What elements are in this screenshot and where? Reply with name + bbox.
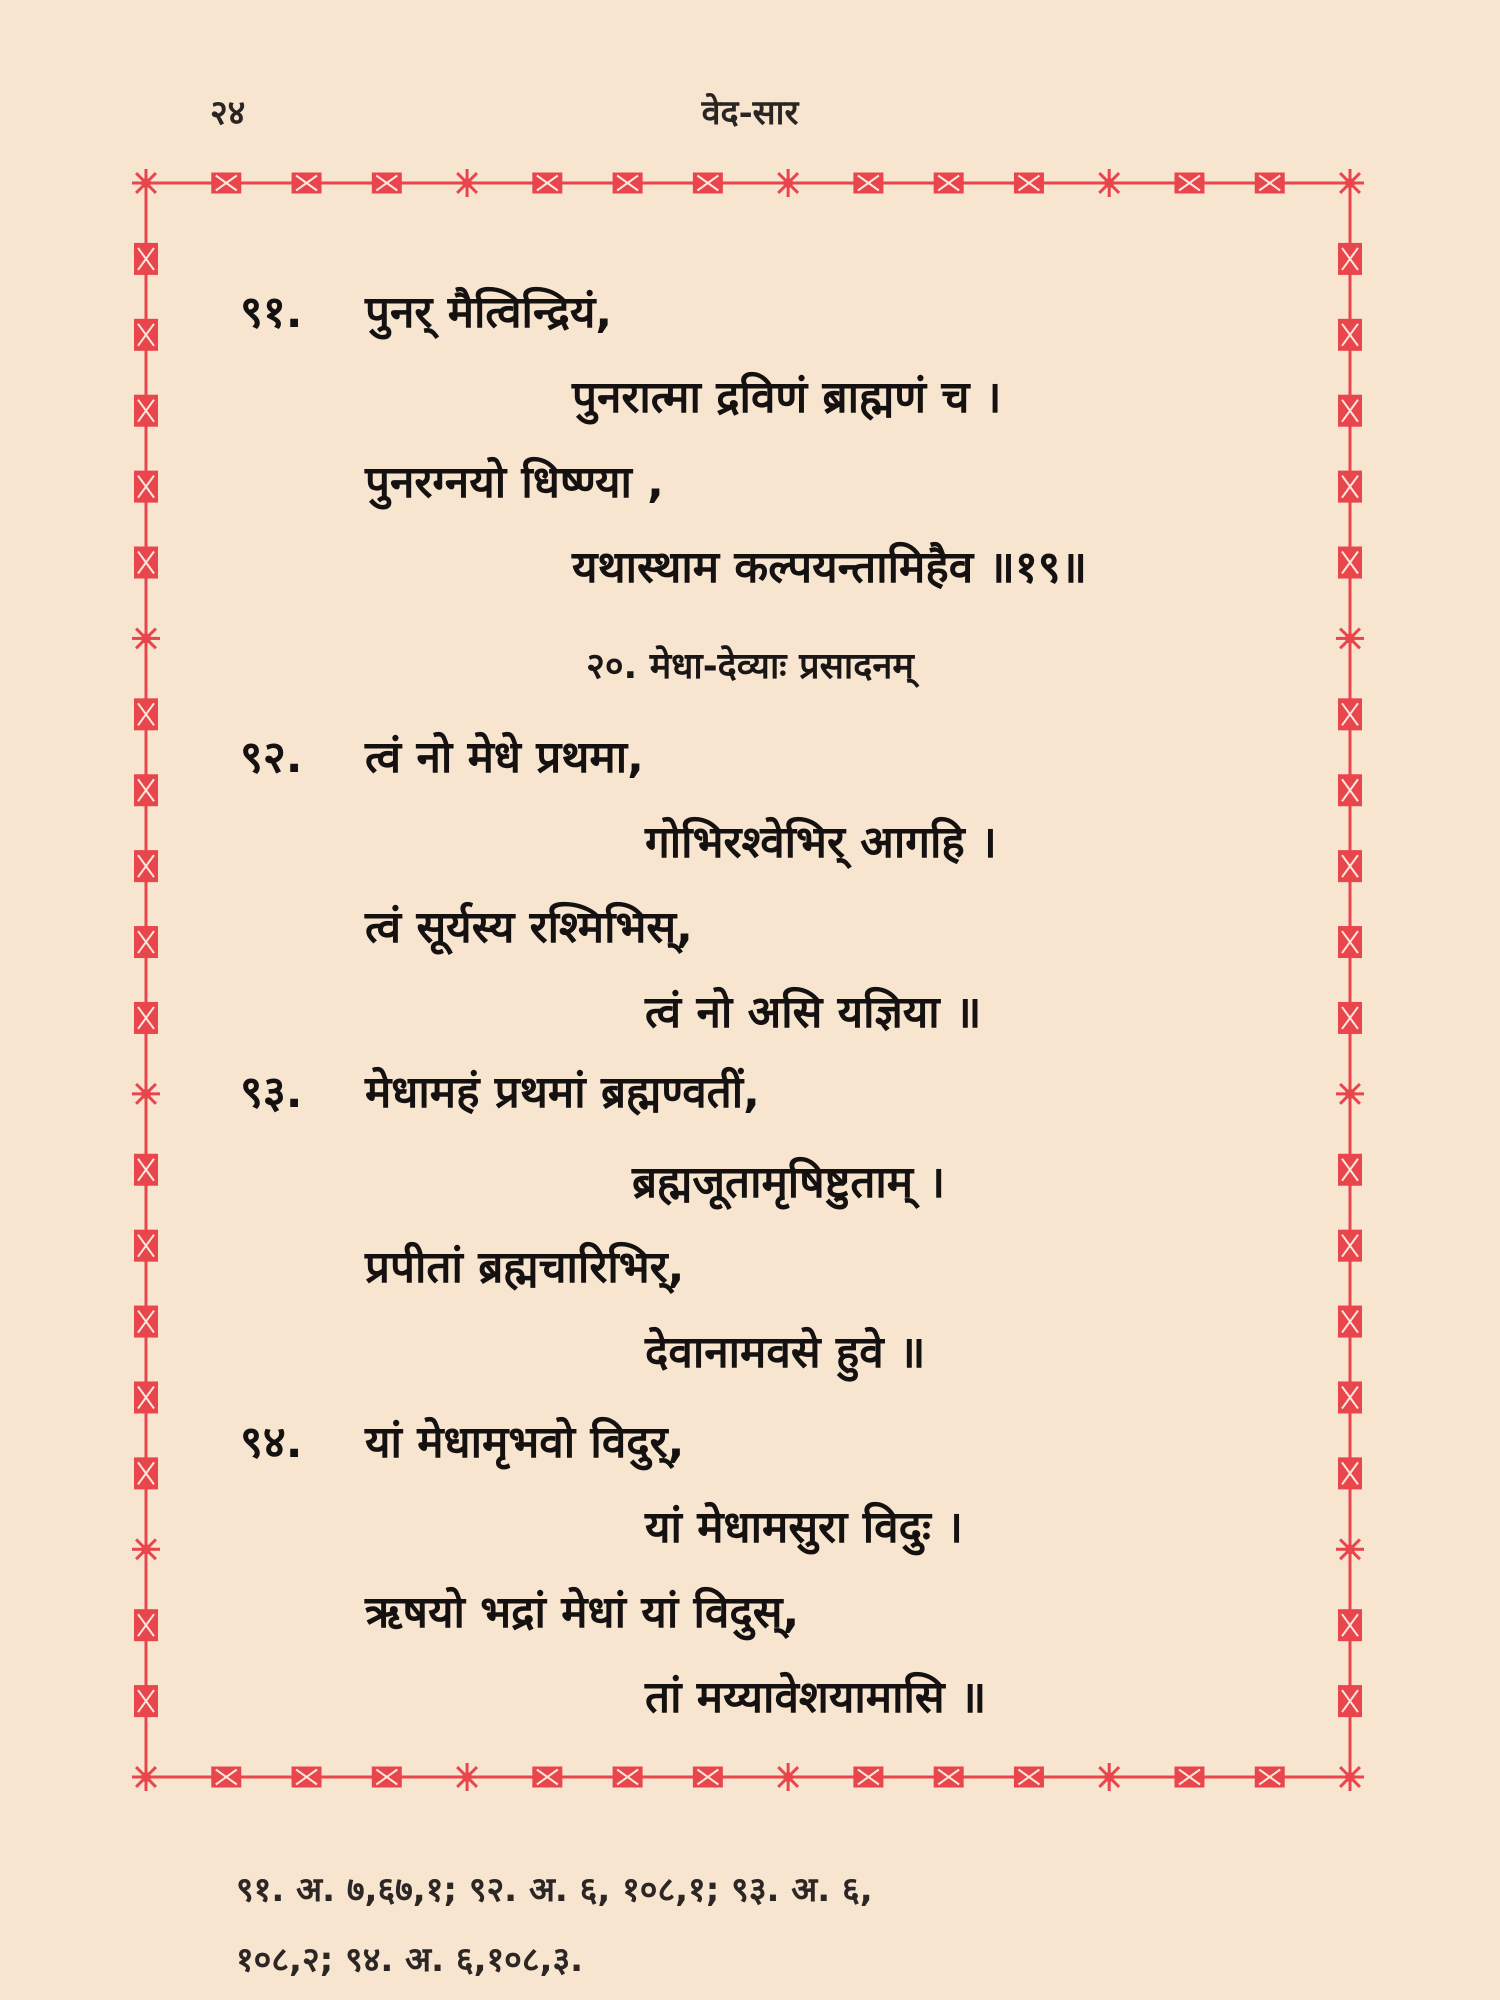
verse-91-line-4: यथास्थाम कल्पयन्तामिहैव ॥१९॥: [572, 542, 1087, 593]
verse-number-91: ९१.: [240, 287, 303, 338]
verse-92-line-2: गोभिरश्वेभिर् आगहि ।: [645, 817, 997, 868]
verse-94-line-4: तां मय्यावेशयामासि ॥: [645, 1672, 987, 1723]
footnotes: [236, 1855, 1386, 1995]
verse-93-line-3: प्रपीतां ब्रह्मचारिभिर्,: [365, 1242, 685, 1293]
verse-94-line-3: ऋषयो भद्रां मेधां यां विदुस्,: [365, 1587, 800, 1638]
verse-94-line-1: ९४. यां मेधामृभवो विदुर्,: [240, 1410, 684, 1470]
verse-93-line-1: ९३. मेधामहं प्रथमां ब्रह्मण्वतीं,: [240, 1060, 760, 1120]
verse-92-line-1: ९२. त्वं नो मेधे प्रथमा,: [240, 725, 644, 785]
section-heading: २०. मेधा-देव्याः प्रसादनम्: [586, 646, 914, 687]
verse-91-line-2: पुनरात्मा द्रविणं ब्राह्मणं च ।: [572, 372, 1002, 423]
verse-number-94: ९४.: [240, 1417, 303, 1468]
verse-93-line-2: ब्रह्मजूतामृषिष्टुताम् ।: [632, 1157, 946, 1208]
verse-92-line-4: त्वं नो असि यज्ञिया ॥: [645, 987, 982, 1038]
verse-94-line-2: यां मेधामसुरा विदुः ।: [645, 1502, 963, 1553]
running-title: वेद-सार: [701, 93, 799, 133]
verse-91-line-1: ९१. पुनर् मैत्विन्द्रियं,: [240, 280, 612, 340]
page-header: [0, 88, 1500, 138]
footnote-line-1: ९१. अ. ७,६७,१; ९२. अ. ६, १०८,१; ९३. अ. ६,: [236, 1870, 873, 1910]
footnote-line-2: १०८,२; ९४. अ. ६,१०८,३.: [236, 1940, 584, 1980]
verse-91-line-3: पुनरग्नयो धिष्ण्या ,: [365, 457, 664, 508]
verse-number-92: ९२.: [240, 732, 303, 783]
verse-number-93: ९३.: [240, 1067, 303, 1118]
verse-92-line-3: त्वं सूर्यस्य रश्मिभिस्,: [365, 902, 693, 953]
page-number: २४: [210, 93, 246, 133]
verse-93-line-4: देवानामवसे हुवे ॥: [645, 1327, 926, 1378]
